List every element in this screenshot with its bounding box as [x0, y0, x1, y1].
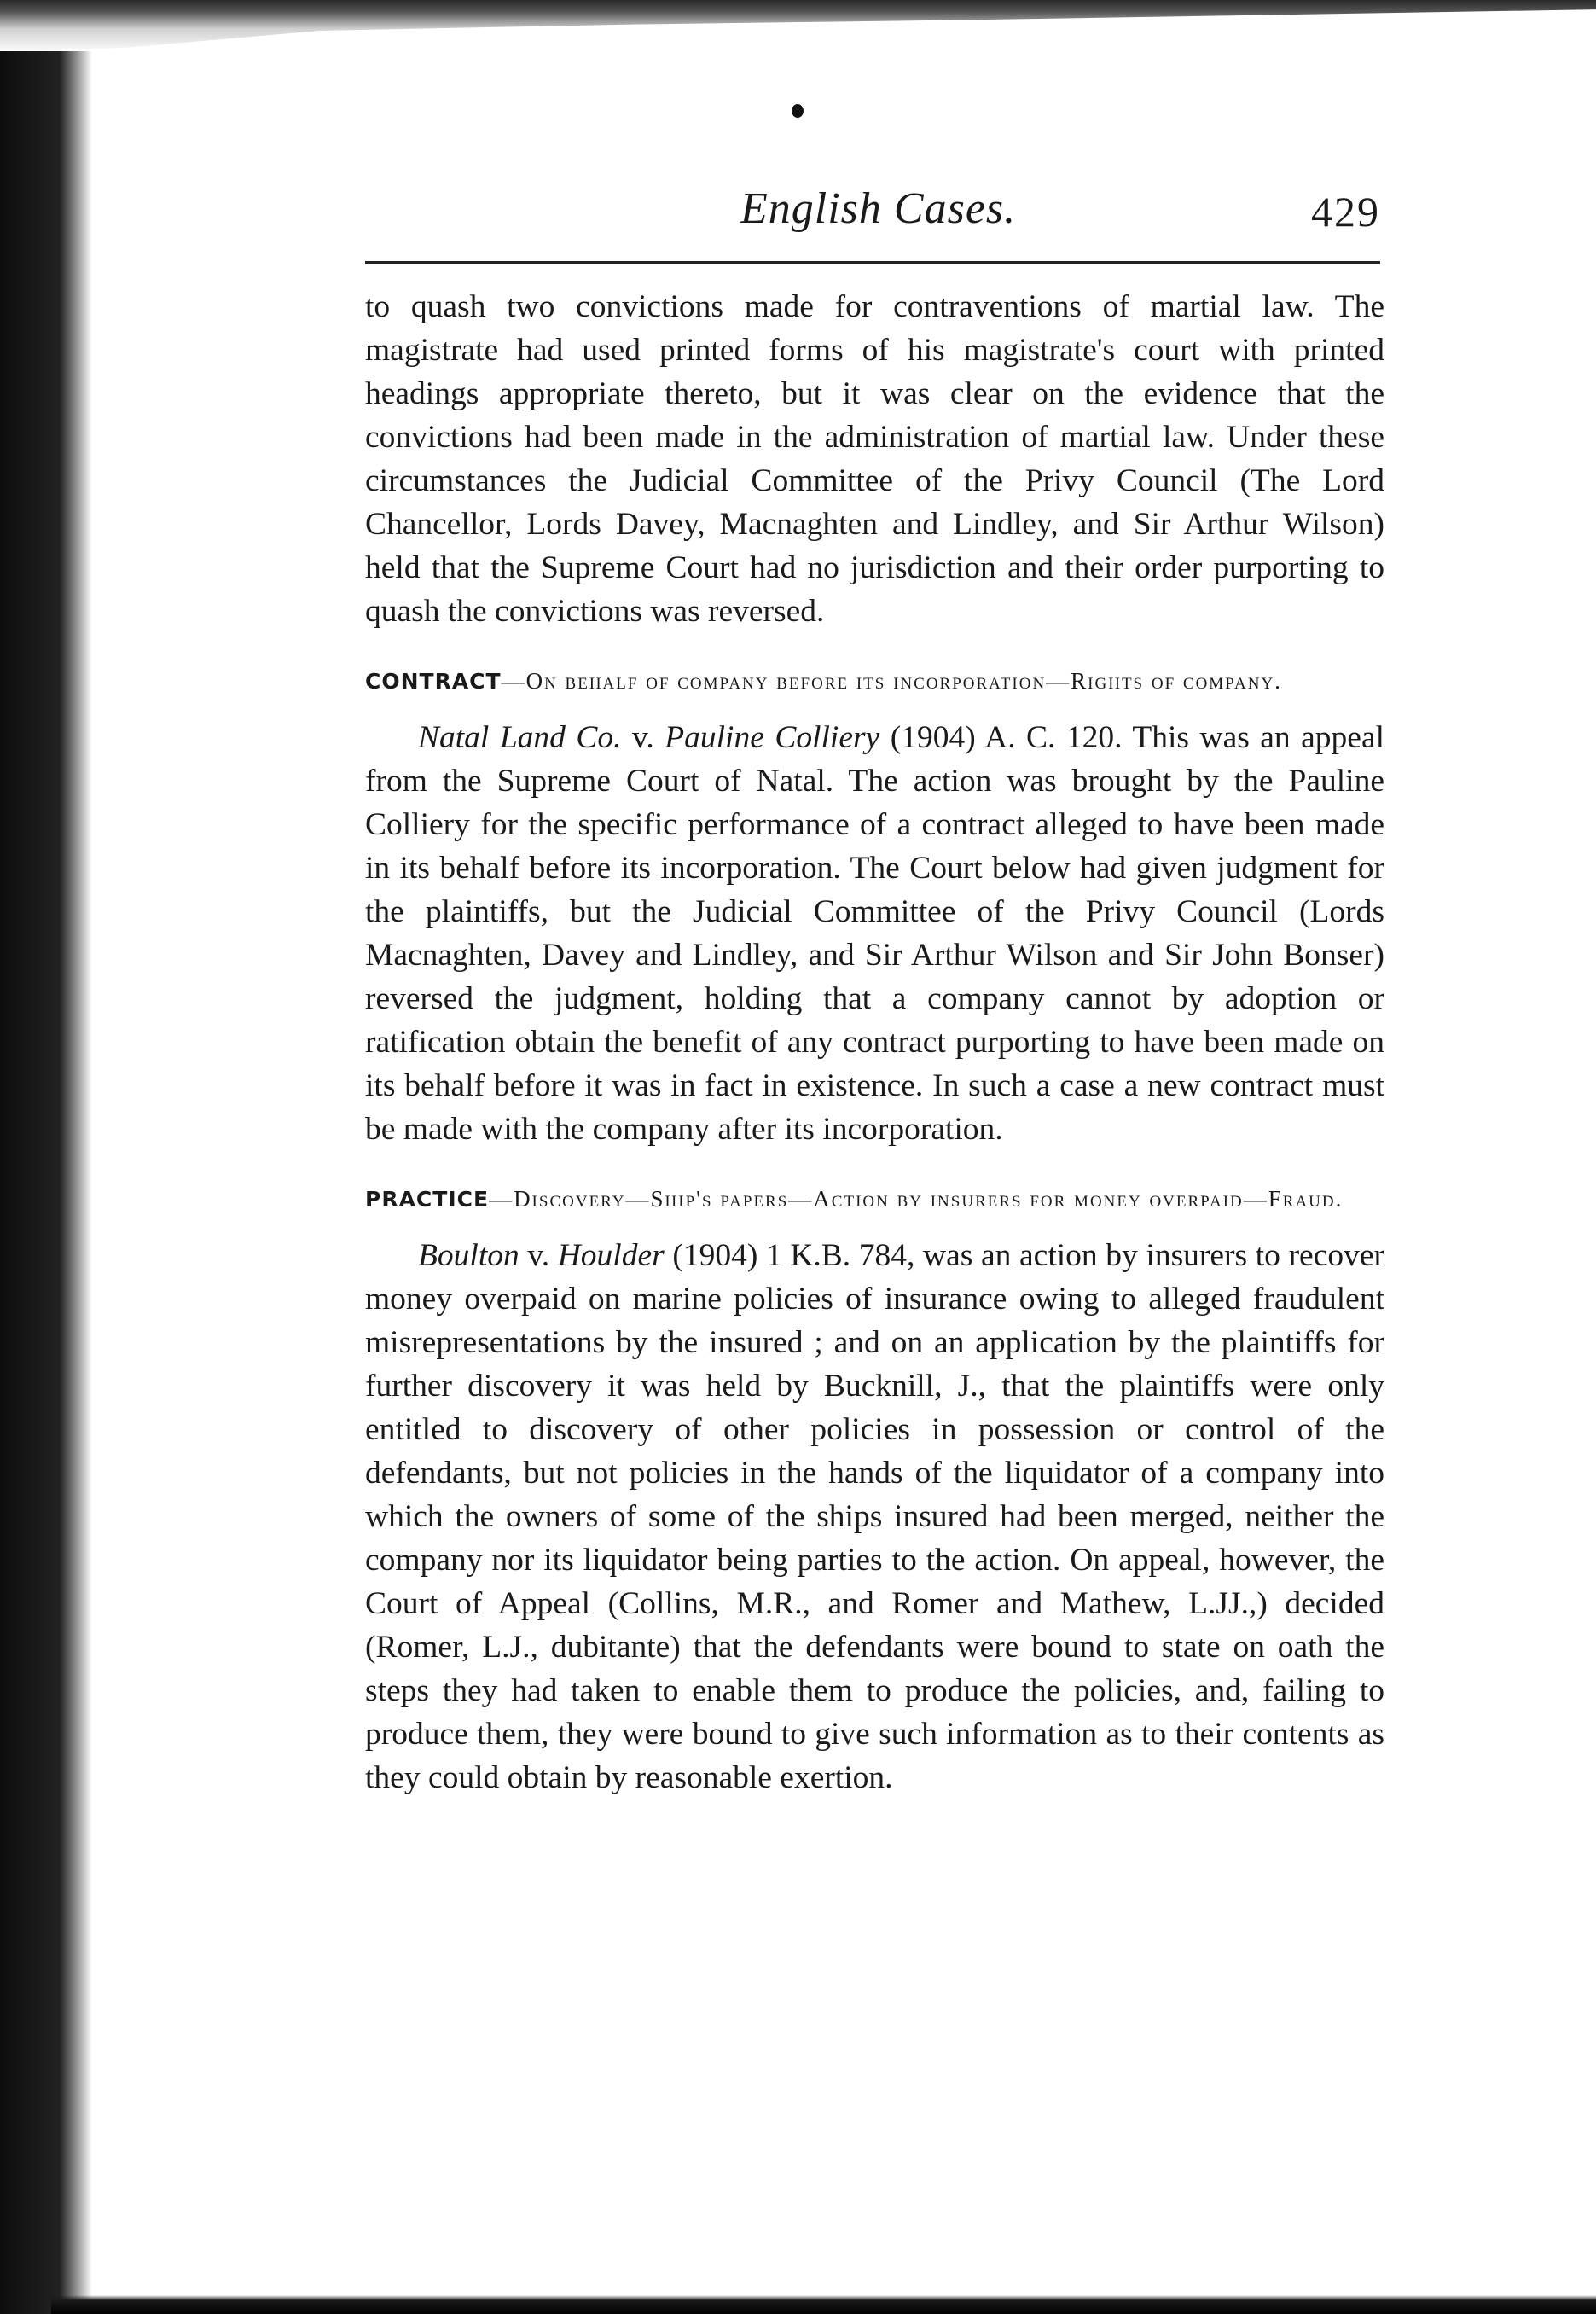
scan-ink-dot	[792, 104, 804, 118]
practice-heading-rest: —Discovery—Ship's papers—Action by insurers for money overpaid—Fraud.	[489, 1186, 1344, 1212]
contract-case-v: v.	[621, 720, 665, 755]
contract-case-name-2: Pauline Colliery	[665, 720, 880, 755]
running-head	[365, 183, 1380, 260]
text-column	[365, 285, 1384, 1799]
header-rule	[365, 261, 1380, 264]
practice-case-name-2: Houlder	[557, 1238, 665, 1273]
scan-bottom-edge-shadow	[51, 2295, 1596, 2314]
contract-body: This was an appeal from the Supreme Court of Natal. The action was brought by the Pauline Colliery for the specific performance of a contract alleged to have been made in its behalf before its incorporation. The Court below had given judgment for the plaintiffs, but the Judicial Committee of the Privy Council (Lords Macnaghten, Davey and Lindley, and Sir Arthur Wilson and Sir John Bonser) reversed the judgment, holding that a company cannot by adoption or ratification obtain the benefit of any contract purporting to have been made on its behalf before it was in fact in existence. In such a case a new contract must be made with the company after its incorporation.	[365, 720, 1385, 1147]
contract-heading	[365, 664, 1384, 699]
contract-case-name-1: Natal Land Co.	[418, 720, 622, 755]
practice-case-v: v.	[519, 1238, 558, 1273]
practice-case-name-1: Boulton	[418, 1238, 519, 1273]
contract-heading-lead: CONTRACT	[365, 669, 502, 694]
practice-heading	[365, 1182, 1384, 1217]
running-title: English Cases.	[740, 184, 1017, 233]
page-number: 429	[1311, 188, 1380, 235]
scan-left-edge-shadow	[0, 51, 92, 2314]
intro-paragraph: to quash two convictions made for contraventions of martial law. The magistrate had used printed forms of his magistrate's court with printed headings appropriate thereto, but it was clear on the evidence that the convictions had been made in the administration of martial law. Under these circumstances the Judicial Committee of the Privy Council (The Lord Chancellor, Lords Davey, Macnaghten and Lindley, and Sir Arthur Wilson) held that the Supreme Court had no jurisdiction and their order purporting to quash the convictions was reversed.	[365, 289, 1384, 629]
practice-case-citation: (1904) 1 K.B. 784,	[664, 1238, 915, 1273]
contract-heading-rest: —On behalf of company before its incorporation—Rights of company.	[501, 668, 1282, 694]
contract-case-citation: (1904) A. C. 120.	[879, 720, 1123, 755]
practice-heading-lead: PRACTICE	[365, 1187, 490, 1212]
practice-paragraph	[365, 1234, 1384, 1799]
scan-top-edge-shadow	[0, 0, 1596, 53]
practice-body: was an action by insurers to recover money overpaid on marine policies of insurance owing to alleged fraudulent misrepresentations by the insured ; and on an application by the plaintiffs for further discovery it was held by Bucknill, J., that the plaintiffs were only entitled to discovery of other policies in possession or control of the defendants, but not policies in the hands of the liquidator of a company into which the owners of some of the ships insured had been merged, neither the company nor its liquidator being parties to the action. On appeal, however, the Court of Appeal (Collins, M.R., and Romer and Mathew, L.JJ.,) decided (Romer, L.J., dubitante) that the defendants were bound to state on oath the steps they had taken to enable them to produce the policies, and, failing to produce them, they were bound to give such information as to their contents as they could obtain by reasonable exertion.	[365, 1238, 1384, 1795]
contract-paragraph	[365, 716, 1384, 1151]
